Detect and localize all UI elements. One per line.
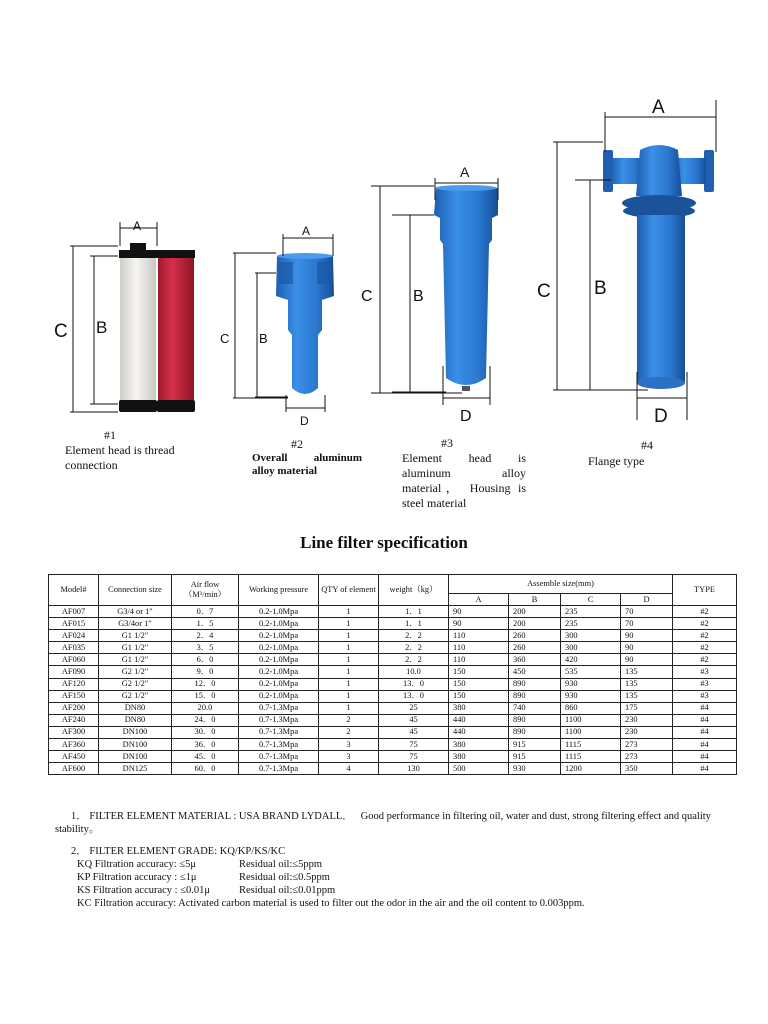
table-row [49, 642, 737, 654]
fig1-label-a: A [133, 219, 142, 233]
cell-type: #4 [673, 714, 737, 726]
cell-weight: 75 [379, 751, 449, 763]
cell-qty: 1 [319, 654, 379, 666]
spec-title: Line filter specification [300, 533, 468, 552]
cell-model: AF024 [49, 630, 99, 642]
figure-3-steel-housing [361, 164, 498, 425]
fig1-label-c: C [54, 321, 68, 342]
cell-c: 930 [561, 690, 621, 702]
cell-model: AF090 [49, 666, 99, 678]
fig3-label-a: A [460, 164, 470, 180]
cell-connection: DN125 [99, 763, 172, 775]
cell-airflow: 1．5 [172, 618, 239, 630]
cell-model: AF200 [49, 702, 99, 714]
cell-type: #4 [673, 702, 737, 714]
note-kc: KC Filtration accuracy: Activated carbon material is used to filter out the odor in the air and the oil content to 0.003ppm. [77, 898, 585, 909]
cell-b: 915 [509, 751, 561, 763]
cell-pressure: 0.7-1.3Mpa [239, 739, 319, 751]
cell-connection: DN80 [99, 702, 172, 714]
grade-accuracy: KQ Filtration accuracy: ≤5μ [77, 859, 196, 870]
cell-type: #4 [673, 726, 737, 738]
cell-type: #4 [673, 751, 737, 763]
cell-d: 273 [621, 739, 673, 751]
cell-d: 90 [621, 630, 673, 642]
grade-line [77, 858, 727, 871]
cell-c: 930 [561, 678, 621, 690]
grade-line [77, 871, 727, 884]
fig4-label-a: A [652, 97, 665, 118]
fig1-label-b: B [96, 318, 108, 337]
cell-airflow: 30．0 [172, 726, 239, 738]
fig4-label-d: D [654, 406, 668, 427]
header-type: TYPE [673, 575, 737, 606]
fig3-label-c: C [361, 288, 373, 305]
cell-b: 200 [509, 618, 561, 630]
cell-type: #3 [673, 678, 737, 690]
cell-qty: 2 [319, 726, 379, 738]
cell-connection: G2 1/2″ [99, 666, 172, 678]
cell-qty: 1 [319, 642, 379, 654]
cell-weight: 45 [379, 726, 449, 738]
grade-accuracy: KP Filtration accuracy : ≤1μ [77, 872, 197, 883]
cell-qty: 1 [319, 666, 379, 678]
table-row [49, 654, 737, 666]
cell-weight: 25 [379, 702, 449, 714]
cell-b: 740 [509, 702, 561, 714]
cell-pressure: 0.7-1.3Mpa [239, 763, 319, 775]
cell-a: 440 [449, 726, 509, 738]
caption-1-text: Element head is thread connection [65, 443, 175, 472]
cell-connection: DN100 [99, 739, 172, 751]
table-row [49, 714, 737, 726]
cell-qty: 3 [319, 739, 379, 751]
cell-b: 260 [509, 642, 561, 654]
cell-airflow: 24．0 [172, 714, 239, 726]
table-row [49, 763, 737, 775]
cell-connection: G3/4 or 1″ [99, 606, 172, 618]
cell-weight: 75 [379, 739, 449, 751]
cell-airflow: 36．0 [172, 739, 239, 751]
caption-3-text: Element head is aluminum alloy material， Housing is steel material [402, 451, 526, 510]
cell-airflow: 6．0 [172, 654, 239, 666]
cell-pressure: 0.2-1.0Mpa [239, 666, 319, 678]
cell-weight: 1．1 [379, 618, 449, 630]
cell-c: 235 [561, 606, 621, 618]
cell-airflow: 3．5 [172, 642, 239, 654]
cell-pressure: 0.2-1.0Mpa [239, 678, 319, 690]
note-material: 1． FILTER ELEMENT MATERIAL : USA BRAND LYDALL． Good performance in filtering oil, water and dust, strong filtering effect and quality stability。 [55, 811, 711, 835]
cell-a: 110 [449, 654, 509, 666]
header-qty: QTY of element [319, 575, 379, 606]
cell-model: AF450 [49, 751, 99, 763]
notes-section [55, 810, 727, 910]
cell-type: #3 [673, 690, 737, 702]
figure-4-flange-housing [537, 97, 716, 427]
cell-type: #4 [673, 763, 737, 775]
cell-a: 110 [449, 642, 509, 654]
grade-list [55, 858, 727, 897]
cell-qty: 1 [319, 702, 379, 714]
header-airflow: Air flow（M³/min） [172, 575, 239, 606]
cell-d: 90 [621, 642, 673, 654]
cell-model: AF150 [49, 690, 99, 702]
cell-connection: G1 1/2″ [99, 630, 172, 642]
cell-weight: 13．0 [379, 690, 449, 702]
cell-b: 890 [509, 726, 561, 738]
cell-connection: G2 1/2″ [99, 690, 172, 702]
caption-3-number: #3 [441, 436, 453, 450]
cell-connection: DN100 [99, 726, 172, 738]
cell-qty: 1 [319, 618, 379, 630]
spec-table-body [49, 606, 737, 775]
cell-b: 890 [509, 690, 561, 702]
cell-d: 70 [621, 606, 673, 618]
cell-model: AF007 [49, 606, 99, 618]
fig3-label-b: B [413, 288, 424, 305]
cell-connection: G3/4or 1″ [99, 618, 172, 630]
cell-pressure: 0.7-1.3Mpa [239, 702, 319, 714]
cell-qty: 1 [319, 690, 379, 702]
cell-qty: 1 [319, 606, 379, 618]
table-row [49, 606, 737, 618]
note-grade-title: 2． FILTER ELEMENT GRADE: KQ/KP/KS/KC [71, 846, 286, 857]
cell-airflow: 45．0 [172, 751, 239, 763]
cell-weight: 130 [379, 763, 449, 775]
cell-d: 135 [621, 666, 673, 678]
figure-1-filter-elements [54, 219, 195, 412]
header-a: A [449, 594, 509, 606]
cell-connection: DN80 [99, 714, 172, 726]
table-row [49, 678, 737, 690]
cell-weight: 13．0 [379, 678, 449, 690]
fig2-label-c: C [220, 331, 230, 346]
fig3-label-d: D [460, 408, 472, 425]
cell-b: 200 [509, 606, 561, 618]
cell-c: 300 [561, 642, 621, 654]
grade-accuracy: KS Filtration accuracy : ≤0.01μ [77, 885, 210, 896]
cell-d: 135 [621, 678, 673, 690]
cell-c: 860 [561, 702, 621, 714]
cell-a: 150 [449, 690, 509, 702]
caption-2-number: #2 [291, 437, 303, 451]
grade-residual-oil: Residual oil:≤0.5ppm [239, 872, 330, 883]
cell-model: AF035 [49, 642, 99, 654]
cell-c: 1100 [561, 726, 621, 738]
cell-weight: 45 [379, 714, 449, 726]
header-weight: weight（kg） [379, 575, 449, 606]
table-row [49, 618, 737, 630]
header-d: D [621, 594, 673, 606]
cell-c: 1200 [561, 763, 621, 775]
cell-pressure: 0.2-1.0Mpa [239, 654, 319, 666]
cell-c: 1115 [561, 739, 621, 751]
cell-airflow: 9．0 [172, 666, 239, 678]
cell-airflow: 20.0 [172, 702, 239, 714]
caption-4-number: #4 [641, 438, 653, 452]
cell-a: 150 [449, 678, 509, 690]
cell-model: AF120 [49, 678, 99, 690]
cell-d: 90 [621, 654, 673, 666]
fig2-label-a: A [302, 224, 311, 238]
header-model: Model# [49, 575, 99, 606]
cell-c: 1115 [561, 751, 621, 763]
cell-d: 273 [621, 751, 673, 763]
cell-airflow: 0．7 [172, 606, 239, 618]
cell-pressure: 0.2-1.0Mpa [239, 690, 319, 702]
cell-weight: 2．2 [379, 654, 449, 666]
red-element [157, 250, 195, 412]
cell-pressure: 0.7-1.3Mpa [239, 714, 319, 726]
header-b: B [509, 594, 561, 606]
cell-a: 110 [449, 630, 509, 642]
cell-connection: G2 1/2″ [99, 678, 172, 690]
cell-pressure: 0.2-1.0Mpa [239, 618, 319, 630]
header-c: C [561, 594, 621, 606]
figure-2-aluminum-housing [220, 224, 334, 428]
cell-model: AF015 [49, 618, 99, 630]
cell-type: #3 [673, 666, 737, 678]
cell-model: AF060 [49, 654, 99, 666]
table-row [49, 751, 737, 763]
cell-c: 1100 [561, 714, 621, 726]
caption-1-number: #1 [104, 428, 116, 442]
cell-airflow: 12．0 [172, 678, 239, 690]
header-pressure: Working pressure [239, 575, 319, 606]
cell-weight: 1．1 [379, 606, 449, 618]
cell-b: 890 [509, 714, 561, 726]
cell-d: 70 [621, 618, 673, 630]
cell-d: 175 [621, 702, 673, 714]
cell-qty: 1 [319, 678, 379, 690]
cell-a: 440 [449, 714, 509, 726]
cell-b: 450 [509, 666, 561, 678]
table-row [49, 690, 737, 702]
cell-c: 300 [561, 630, 621, 642]
cell-airflow: 15．0 [172, 690, 239, 702]
cell-weight: 2．2 [379, 642, 449, 654]
grade-residual-oil: Residual oil:≤5ppm [239, 859, 323, 870]
cell-b: 890 [509, 678, 561, 690]
cell-type: #2 [673, 618, 737, 630]
cell-model: AF600 [49, 763, 99, 775]
cell-d: 350 [621, 763, 673, 775]
cell-airflow: 2．4 [172, 630, 239, 642]
fig2-label-b: B [259, 331, 268, 346]
cell-type: #2 [673, 606, 737, 618]
cell-type: #2 [673, 654, 737, 666]
cell-weight: 2．2 [379, 630, 449, 642]
cell-type: #4 [673, 739, 737, 751]
cell-a: 150 [449, 666, 509, 678]
cell-airflow: 60．0 [172, 763, 239, 775]
cell-c: 235 [561, 618, 621, 630]
spec-table [48, 574, 737, 775]
cell-model: AF360 [49, 739, 99, 751]
cell-c: 535 [561, 666, 621, 678]
cell-connection: G1 1/2″ [99, 642, 172, 654]
header-assemble: Assemble size(mm) [449, 575, 673, 594]
cell-pressure: 0.2-1.0Mpa [239, 642, 319, 654]
cell-d: 135 [621, 690, 673, 702]
fig4-label-b: B [594, 278, 607, 299]
grade-residual-oil: Residual oil:≤0.01ppm [239, 885, 336, 896]
cell-connection: G1 1/2″ [99, 654, 172, 666]
cell-a: 90 [449, 606, 509, 618]
cell-model: AF240 [49, 714, 99, 726]
cell-a: 90 [449, 618, 509, 630]
header-connection: Connection size [99, 575, 172, 606]
cell-b: 915 [509, 739, 561, 751]
cell-a: 500 [449, 763, 509, 775]
caption-2-text: Overall aluminum alloy material [252, 452, 362, 477]
cell-pressure: 0.2-1.0Mpa [239, 630, 319, 642]
cell-a: 380 [449, 739, 509, 751]
cell-model: AF300 [49, 726, 99, 738]
cell-a: 380 [449, 751, 509, 763]
fig2-label-d: D [300, 414, 309, 428]
table-row [49, 739, 737, 751]
table-row [49, 726, 737, 738]
table-row [49, 702, 737, 714]
caption-4-text: Flange type [588, 454, 645, 468]
cell-pressure: 0.7-1.3Mpa [239, 751, 319, 763]
cell-connection: DN100 [99, 751, 172, 763]
cell-b: 260 [509, 630, 561, 642]
cell-b: 360 [509, 654, 561, 666]
table-row [49, 630, 737, 642]
cell-qty: 4 [319, 763, 379, 775]
grade-line [77, 884, 727, 897]
table-row [49, 666, 737, 678]
cell-pressure: 0.7-1.3Mpa [239, 726, 319, 738]
cell-d: 230 [621, 714, 673, 726]
cell-qty: 1 [319, 630, 379, 642]
cell-d: 230 [621, 726, 673, 738]
cell-qty: 2 [319, 714, 379, 726]
product-figures [0, 0, 768, 430]
cell-weight: 10.0 [379, 666, 449, 678]
white-element [119, 250, 157, 412]
cell-c: 420 [561, 654, 621, 666]
cell-pressure: 0.2-1.0Mpa [239, 606, 319, 618]
cell-type: #2 [673, 642, 737, 654]
fig4-label-c: C [537, 281, 551, 302]
cell-qty: 3 [319, 751, 379, 763]
cell-a: 380 [449, 702, 509, 714]
cell-b: 930 [509, 763, 561, 775]
cell-type: #2 [673, 630, 737, 642]
